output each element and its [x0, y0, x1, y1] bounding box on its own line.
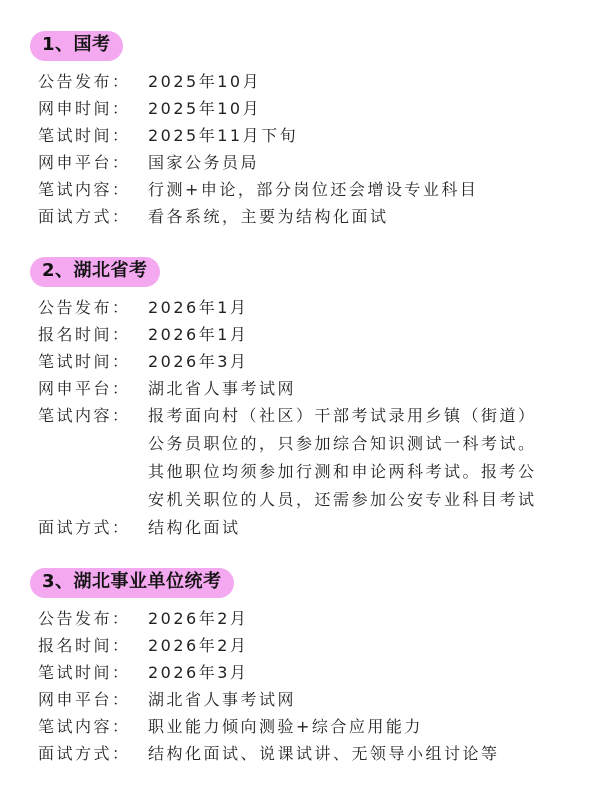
info-row — [38, 321, 600, 348]
row-value: 报考面向村（社区）干部考试录用乡镇（街道）公务员职位的，只参加综合知识测试一科考试。其他职位均须参加行测和申论两科考试。报考公安机关职位的人员，还需参加公安专业科目考试 — [148, 406, 537, 509]
info-row — [38, 375, 600, 402]
row-label: 公告发布： — [38, 72, 131, 91]
info-row — [38, 402, 600, 514]
section-hubei-institution-exam — [38, 565, 600, 767]
row-value: 结构化面试 — [148, 518, 241, 537]
row-label: 笔试时间： — [38, 352, 131, 371]
info-row — [38, 632, 600, 659]
info-row — [38, 294, 600, 321]
info-row — [38, 348, 600, 375]
section-title-wrap — [38, 565, 226, 599]
row-label: 笔试内容： — [38, 180, 131, 199]
info-row — [38, 122, 600, 149]
row-label: 报名时间： — [38, 636, 131, 655]
row-value: 2026年2月 — [148, 636, 249, 655]
row-label: 面试方式： — [38, 207, 131, 226]
row-value: 2025年10月 — [148, 72, 262, 91]
row-value: 湖北省人事考试网 — [148, 379, 297, 398]
row-value: 湖北省人事考试网 — [148, 690, 297, 709]
row-label: 网申平台： — [38, 379, 131, 398]
row-value: 2026年1月 — [148, 325, 249, 344]
info-row — [38, 605, 600, 632]
row-label: 笔试时间： — [38, 126, 131, 145]
row-value: 2026年2月 — [148, 609, 249, 628]
row-label: 面试方式： — [38, 744, 131, 763]
info-row — [38, 686, 600, 713]
row-label: 公告发布： — [38, 298, 131, 317]
row-value: 2026年1月 — [148, 298, 249, 317]
row-label: 笔试时间： — [38, 663, 131, 682]
row-label: 公告发布： — [38, 609, 131, 628]
info-row — [38, 176, 600, 203]
row-value: 结构化面试、说课试讲、无领导小组讨论等 — [148, 744, 500, 763]
row-value: 2025年11月下旬 — [148, 126, 299, 145]
section-title: 2、湖北省考 — [42, 260, 148, 281]
section-title: 1、国考 — [42, 34, 111, 55]
info-row — [38, 68, 600, 95]
section-title: 3、湖北事业单位统考 — [42, 571, 222, 592]
info-row — [38, 659, 600, 686]
info-row — [38, 514, 600, 541]
row-label: 网申平台： — [38, 153, 131, 172]
row-value: 职业能力倾向测验+综合应用能力 — [148, 717, 423, 736]
section-national-exam — [38, 28, 600, 230]
row-label: 报名时间： — [38, 325, 131, 344]
row-value: 行测+申论，部分岗位还会增设专业科目 — [148, 180, 479, 199]
row-value: 看各系统，主要为结构化面试 — [148, 207, 389, 226]
info-row — [38, 203, 600, 230]
row-label: 笔试内容： — [38, 406, 131, 425]
row-label: 网申平台： — [38, 690, 131, 709]
row-label: 面试方式： — [38, 518, 131, 537]
section-title-wrap — [38, 28, 115, 62]
row-value: 2025年10月 — [148, 99, 262, 118]
row-value: 2026年3月 — [148, 663, 249, 682]
info-row — [38, 149, 600, 176]
section-hubei-provincial-exam — [38, 254, 600, 541]
row-label: 笔试内容： — [38, 717, 131, 736]
row-label: 网申时间： — [38, 99, 131, 118]
section-title-wrap — [38, 254, 152, 288]
info-row — [38, 713, 600, 740]
info-row — [38, 95, 600, 122]
row-value: 国家公务员局 — [148, 153, 260, 172]
info-row — [38, 740, 600, 767]
row-value: 2026年3月 — [148, 352, 249, 371]
